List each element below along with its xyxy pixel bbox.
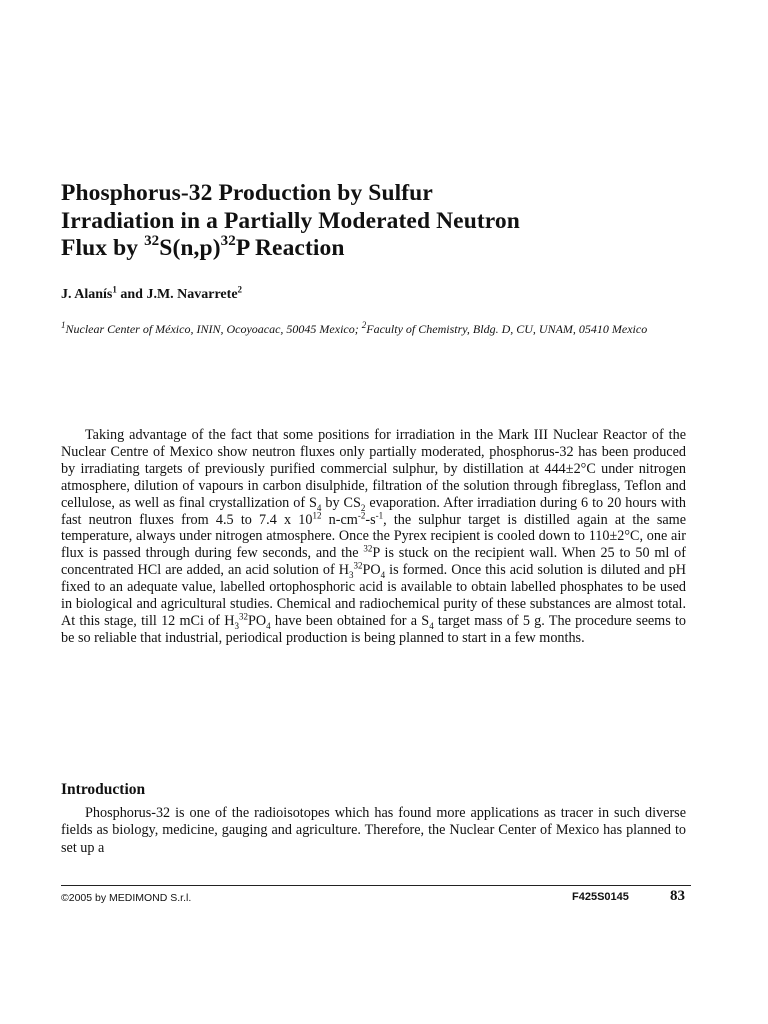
abstract-sup-3: 12 — [312, 509, 322, 520]
copyright-notice: ©2005 by MEDIMOND S.r.l. — [61, 892, 192, 904]
introduction-paragraph: Phosphorus-32 is one of the radioisotopes which has found more applications as tracer in such diverse fields as biology, medicine, gauging and agriculture. Therefore, the Nuclear Center of Mexico has planned to set up a — [61, 805, 686, 856]
author-navarrete: J.M. Navarrete — [146, 287, 238, 302]
abstract-sub-10: 3 — [234, 620, 239, 631]
abstract-text-12: target mass of 5 g. The procedure seems to be so reliable that industrial, periodical production is being planned to start in a few months. — [61, 612, 686, 646]
abstract-sup-8: 32 — [353, 560, 363, 571]
abstract-sup-4: -2 — [357, 509, 366, 520]
abstract-text-10: PO — [247, 612, 267, 629]
abstract-text-1: Taking advantage of the fact that some positions for irradiation in the Mark III Nuclear Reactor of the Nuclear Centre of Mexico show neutron fluxes only partially moderated, phosphorus-32 has been produced by irradiating targets of previously purified commercial sulphur, by distillation at 444±2°C under nitrogen atmosphere, dilution of vapours in carbon disulphide, filtration of the solution through fibreglass, Teflon and cellulose, as well as final crystallization of S — [61, 427, 686, 511]
abstract-text-2: by CS — [321, 494, 361, 511]
abstract-text-9: is formed. Once this acid solution is diluted and pH fixed to an adequate value, labelled ortophosphoric acid is available to obtain labelled phosphates to be used in biological and agricultural studies. Chemical and radiochemical purity of these substances are almost total. At this stage, till 12 mCi of H — [61, 562, 687, 629]
footer-divider — [61, 885, 691, 886]
abstract-text-6: , the sulphur target is distilled again at the same temperature, always under nitrogen atmosphere. Once the Pyrex recipient is cooled down to 110±2°C, one air flux is passed through during few seconds, and the — [61, 511, 687, 562]
abstract-sub-9: 4 — [380, 570, 386, 581]
abstract-sup-6: 32 — [363, 543, 373, 554]
title-line-3-prefix: Flux by — [61, 235, 145, 261]
abstract-text-3: evaporation. After irradiation during 6 to 20 hours with fast neutron fluxes from 4.5 to 7.4 x 10 — [61, 494, 686, 528]
abstract-sub-7: 3 — [349, 570, 354, 581]
author-alanis: J. Alanís — [61, 287, 113, 302]
title-line-1: Phosphorus-32 Production by Sulfur — [61, 180, 433, 206]
abstract-sub-13: 4 — [429, 620, 434, 631]
abstract-paragraph — [61, 427, 686, 647]
title-line-3-suffix: P Reaction — [235, 235, 345, 261]
affiliation-unam: Faculty of Chemistry, Bldg. D, CU, UNAM, 05410 Mexico — [366, 322, 648, 336]
paper-title — [61, 180, 701, 263]
abstract-text-5: -s — [365, 511, 376, 528]
affiliation-mark-2: 2 — [361, 320, 367, 330]
affiliations — [61, 322, 691, 337]
abstract-text-11: have been obtained for a S — [270, 612, 430, 629]
abstract-sup-11: 32 — [238, 611, 248, 622]
abstract-text-7: P is stuck on the recipient wall. When 25 to 50 ml of concentrated HCl are added, an acid solution of H — [61, 545, 686, 579]
author-conjunction: and — [116, 287, 147, 302]
abstract-sup-5: -1 — [375, 509, 384, 520]
introduction-heading: Introduction — [61, 781, 146, 798]
abstract-sub-12: 4 — [266, 620, 271, 631]
affiliation-ininn: Nuclear Center of México, ININ, Ocoyoacac, 50045 Mexico; — [65, 322, 362, 336]
abstract-sub-1: 4 — [316, 502, 322, 513]
title-reaction: S(n,p) — [159, 235, 221, 261]
title-line-2: Irradiation in a Partially Moderated Neutron — [61, 207, 520, 234]
paper-code: F425S0145 — [572, 891, 629, 903]
title-superscript-1: 32 — [144, 233, 160, 250]
author-alanis-affiliation-mark: 1 — [112, 284, 117, 295]
abstract-text-4: n-cm — [321, 511, 358, 528]
author-navarrete-affiliation-mark: 2 — [237, 284, 243, 295]
affiliation-mark-1: 1 — [61, 320, 66, 330]
abstract-sub-2: 2 — [360, 502, 366, 513]
abstract-text-8: PO — [362, 562, 381, 579]
page-number: 83 — [670, 888, 685, 904]
author-list — [61, 286, 242, 304]
title-superscript-2: 32 — [220, 233, 236, 250]
